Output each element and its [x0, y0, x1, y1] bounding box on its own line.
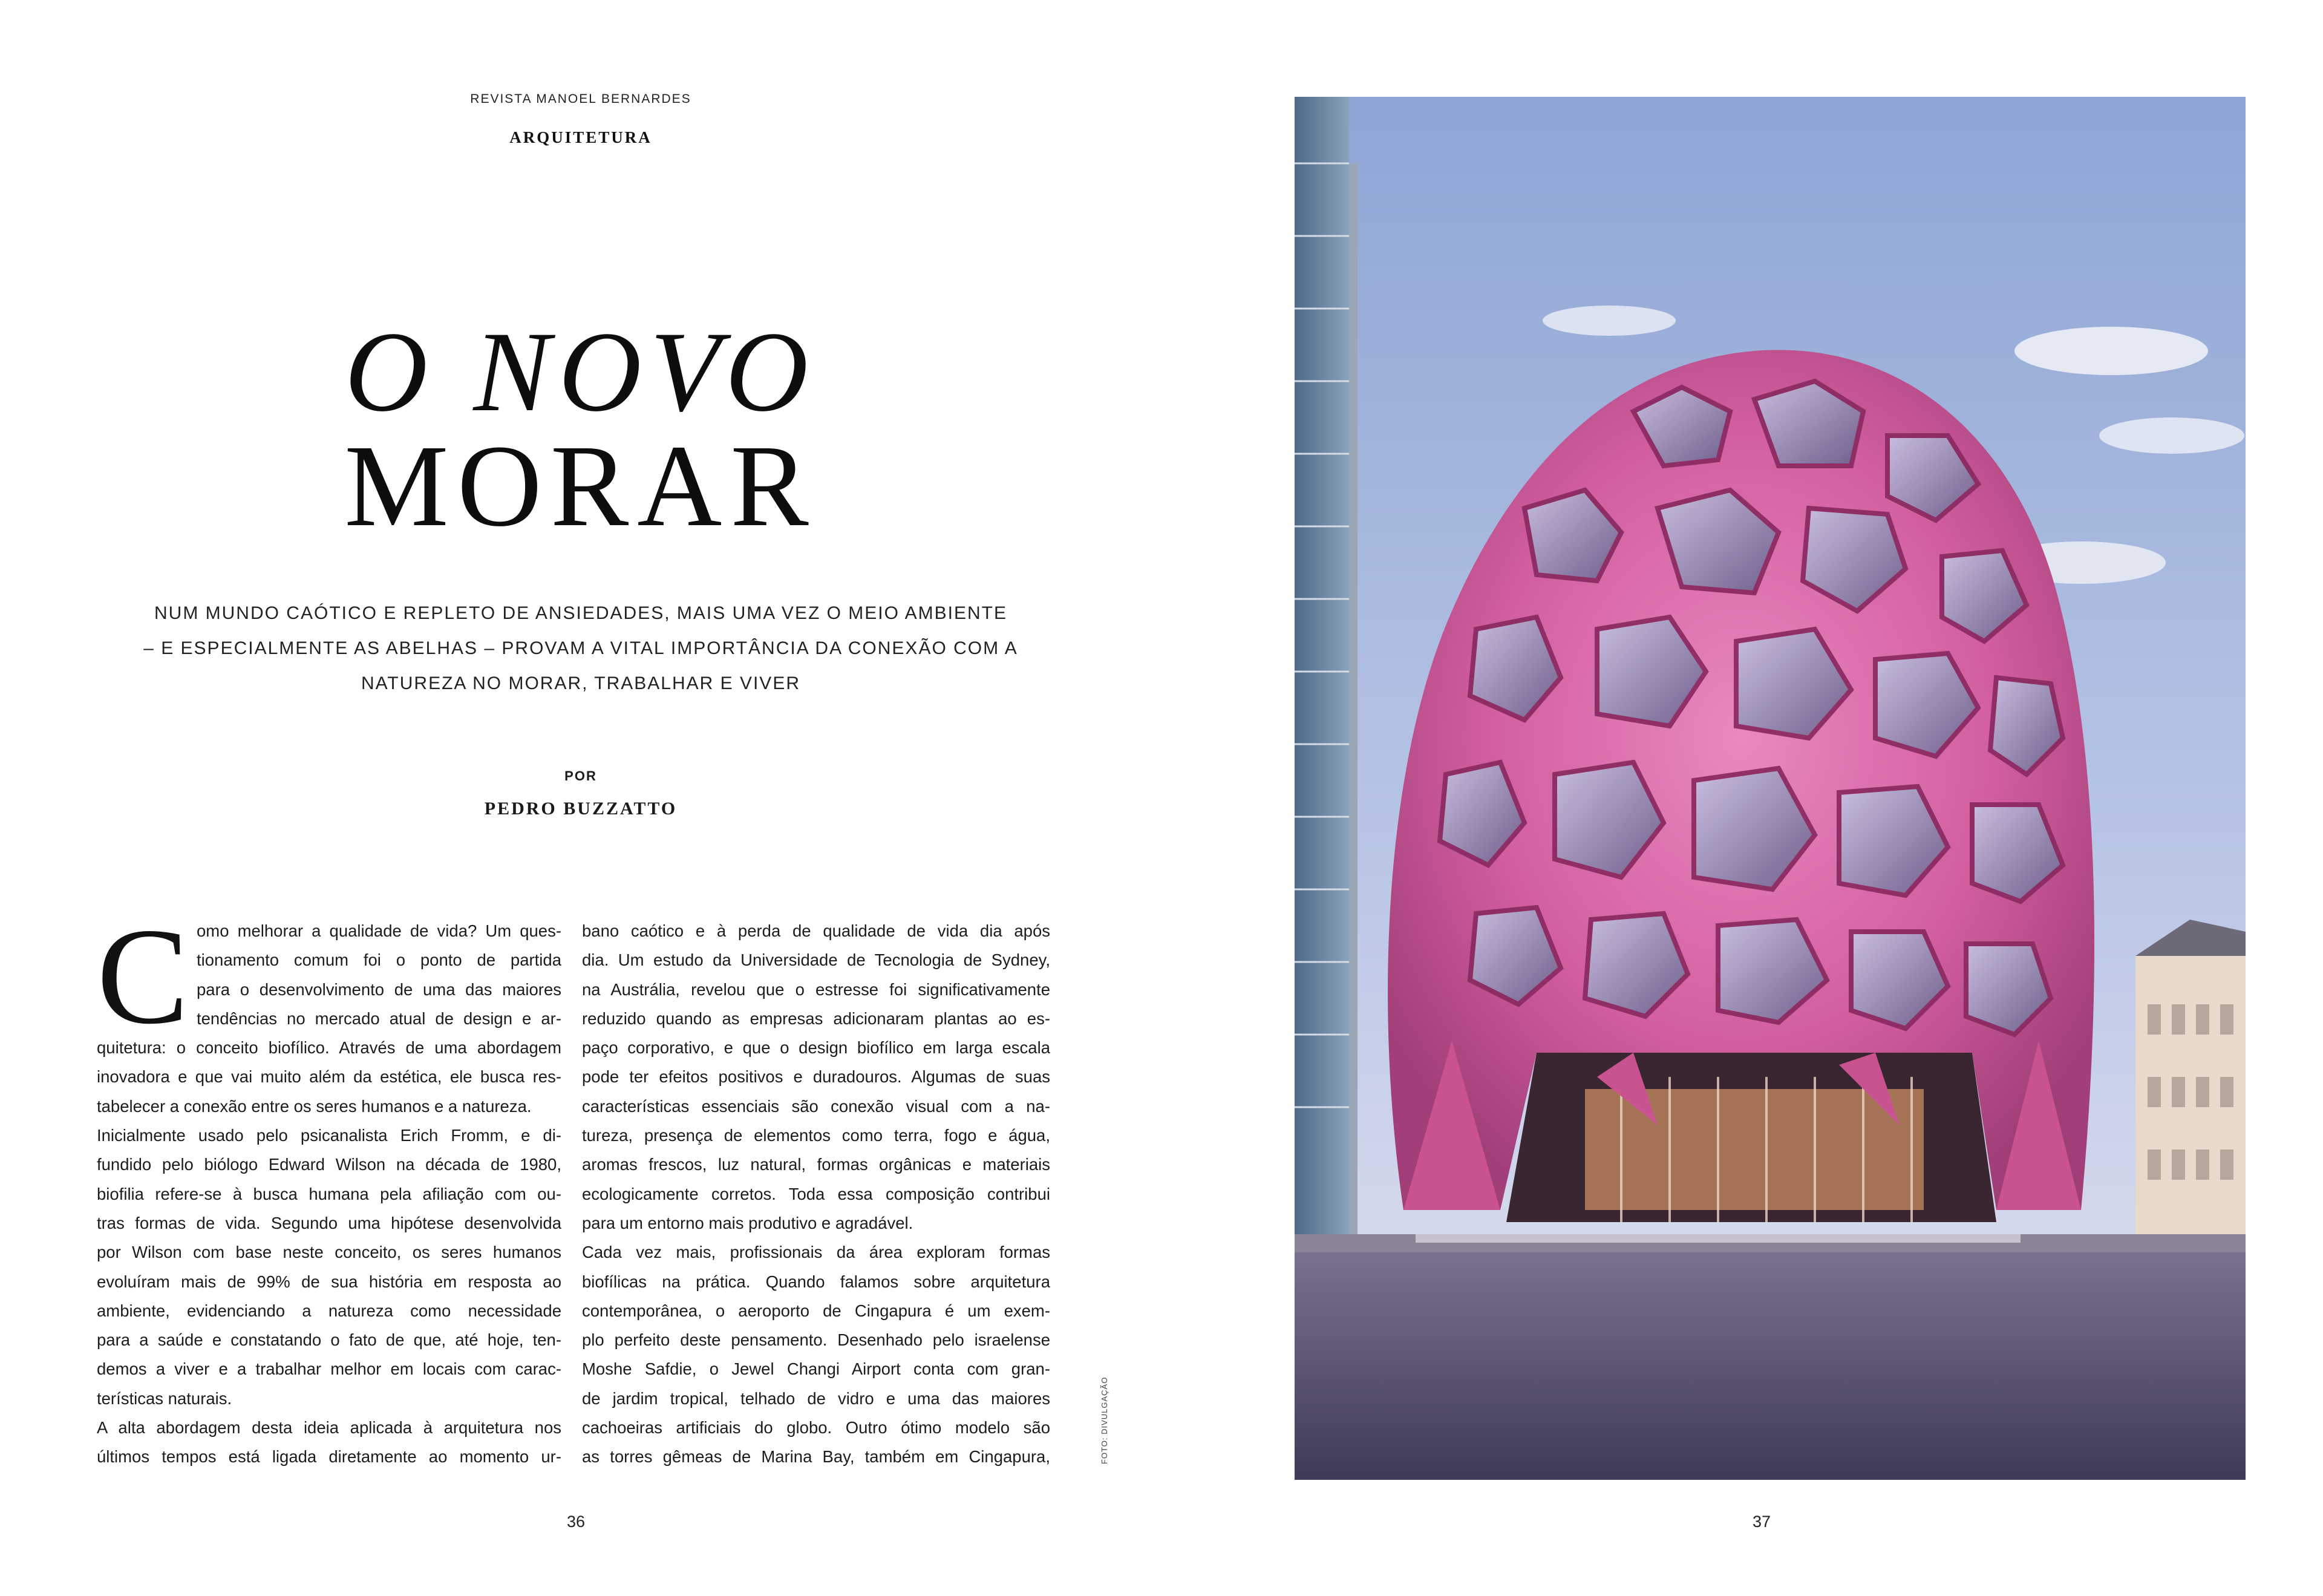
byline-author: PEDRO BUZZATTO — [484, 799, 678, 819]
article-line: as torres gêmeas de Marina Bay, também em Cingapura, — [582, 1447, 1050, 1467]
byline-label: POR — [564, 768, 597, 783]
subheadline — [121, 596, 1041, 701]
article-line: aromas frescos, luz natural, formas orgânicas e materiais — [582, 1155, 1050, 1174]
article-line: reduzido quando as empresas adicionaram plantas ao es- — [582, 1009, 1050, 1028]
article-line: ambiente, evidenciando a natureza como necessidade — [97, 1301, 561, 1320]
article-line: características essenciais são conexão visual com a na- — [582, 1096, 1050, 1116]
article-line: tureza, presença de elementos como terra, fogo e água, — [582, 1126, 1050, 1145]
subheadline-line: NATUREZA NO MORAR, TRABALHAR E VIVER — [361, 673, 800, 693]
page-number-left: 36 — [566, 1513, 586, 1531]
section-title: ARQUITETURA — [509, 128, 652, 146]
article-line: ecologicamente corretos. Toda essa composição contribui — [582, 1184, 1050, 1203]
article-line: quitetura: o conceito biofílico. Através de uma abordagem — [97, 1038, 561, 1058]
article-line: cachoeiras artificiais do globo. Outro ótimo modelo são — [582, 1418, 1050, 1437]
headline — [218, 309, 944, 551]
drop-cap: C — [97, 900, 189, 1053]
article-line: fundido pelo biólogo Edward Wilson na década de 1980, — [97, 1155, 561, 1174]
article-line: dia. Um estudo da Universidade de Tecnologia de Sydney, — [582, 950, 1050, 970]
article-line: terísticas naturais. — [97, 1388, 232, 1408]
article-line: Moshe Safdie, o Jewel Changi Airport conta com gran- — [582, 1359, 1050, 1379]
article-line: para a saúde e constatando o fato de que, até hoje, ten- — [97, 1330, 561, 1350]
building-photo — [1295, 97, 2246, 1480]
magazine-name: REVISTA MANOEL BERNARDES — [470, 92, 691, 106]
article-line: Cada vez mais, profissionais da área exploram formas — [582, 1243, 1050, 1262]
article-line: demos a viver e a trabalhar melhor em locais com carac- — [97, 1359, 561, 1379]
article-line: biofílicas na prática. Quando falamos sobre arquitetura — [582, 1272, 1050, 1291]
article-line: biofilia refere-se à busca humana pela afiliação com ou- — [97, 1184, 561, 1203]
article-line: tionamento comum foi o ponto de partida — [197, 950, 561, 970]
subheadline-line: – E ESPECIALMENTE AS ABELHAS – PROVAM A VITAL IMPORTÂNCIA DA CONEXÃO COM A — [143, 638, 1018, 658]
article-line: evoluíram mais de 99% de sua história em resposta ao — [97, 1272, 561, 1291]
article-line: omo melhorar a qualidade de vida? Um ques- — [197, 921, 561, 940]
article-line: por Wilson com base neste conceito, os seres humanos — [97, 1243, 561, 1262]
article-column-2 — [582, 917, 1050, 1472]
article-line: pode ter efeitos positivos e duradouros. Algumas de suas — [582, 1067, 1050, 1087]
article-line: paço corporativo, e que o design biofílico em larga escala — [582, 1038, 1050, 1058]
headline-line-2: MORAR — [344, 420, 817, 551]
article-line: na Austrália, revelou que o estresse foi significativamente — [582, 980, 1050, 999]
article-line: para um entorno mais produtivo e agradável. — [582, 1213, 913, 1232]
article-line: tras formas de vida. Segundo uma hipótese desenvolvida — [97, 1213, 561, 1232]
article-line: bano caótico e à perda de qualidade de vida dia após — [582, 921, 1050, 940]
article-column-1 — [97, 900, 561, 1472]
article-line: tabelecer a conexão entre os seres humanos e a natureza. — [97, 1096, 532, 1116]
headline-line-1: O NOVO — [344, 309, 817, 436]
subheadline-line: NUM MUNDO CAÓTICO E REPLETO DE ANSIEDADES, MAIS UMA VEZ O MEIO AMBIENTE — [154, 603, 1007, 623]
article-line: de jardim tropical, telhado de vidro e uma das maiores — [582, 1388, 1050, 1408]
pink-biomimetic-building-image — [1295, 97, 2246, 1480]
page-number-right: 37 — [1752, 1513, 1771, 1531]
article-line: plo perfeito deste pensamento. Desenhado pelo israelense — [582, 1330, 1050, 1350]
article-line: últimos tempos está ligada diretamente ao momento ur- — [97, 1447, 561, 1467]
photo-credit: FOTO: DIVULGAÇÃO — [1100, 1376, 1109, 1464]
article-line: para o desenvolvimento de uma das maiores — [197, 980, 561, 999]
article-line: tendências no mercado atual de design e ar- — [197, 1009, 561, 1028]
article-line: Inicialmente usado pelo psicanalista Erich Fromm, e di- — [97, 1126, 561, 1145]
article-line: inovadora e que vai muito além da estética, ele busca res- — [97, 1067, 561, 1087]
article-line: A alta abordagem desta ideia aplicada à arquitetura nos — [97, 1418, 561, 1437]
article-line: contemporânea, o aeroporto de Cingapura é um exem- — [582, 1301, 1050, 1320]
